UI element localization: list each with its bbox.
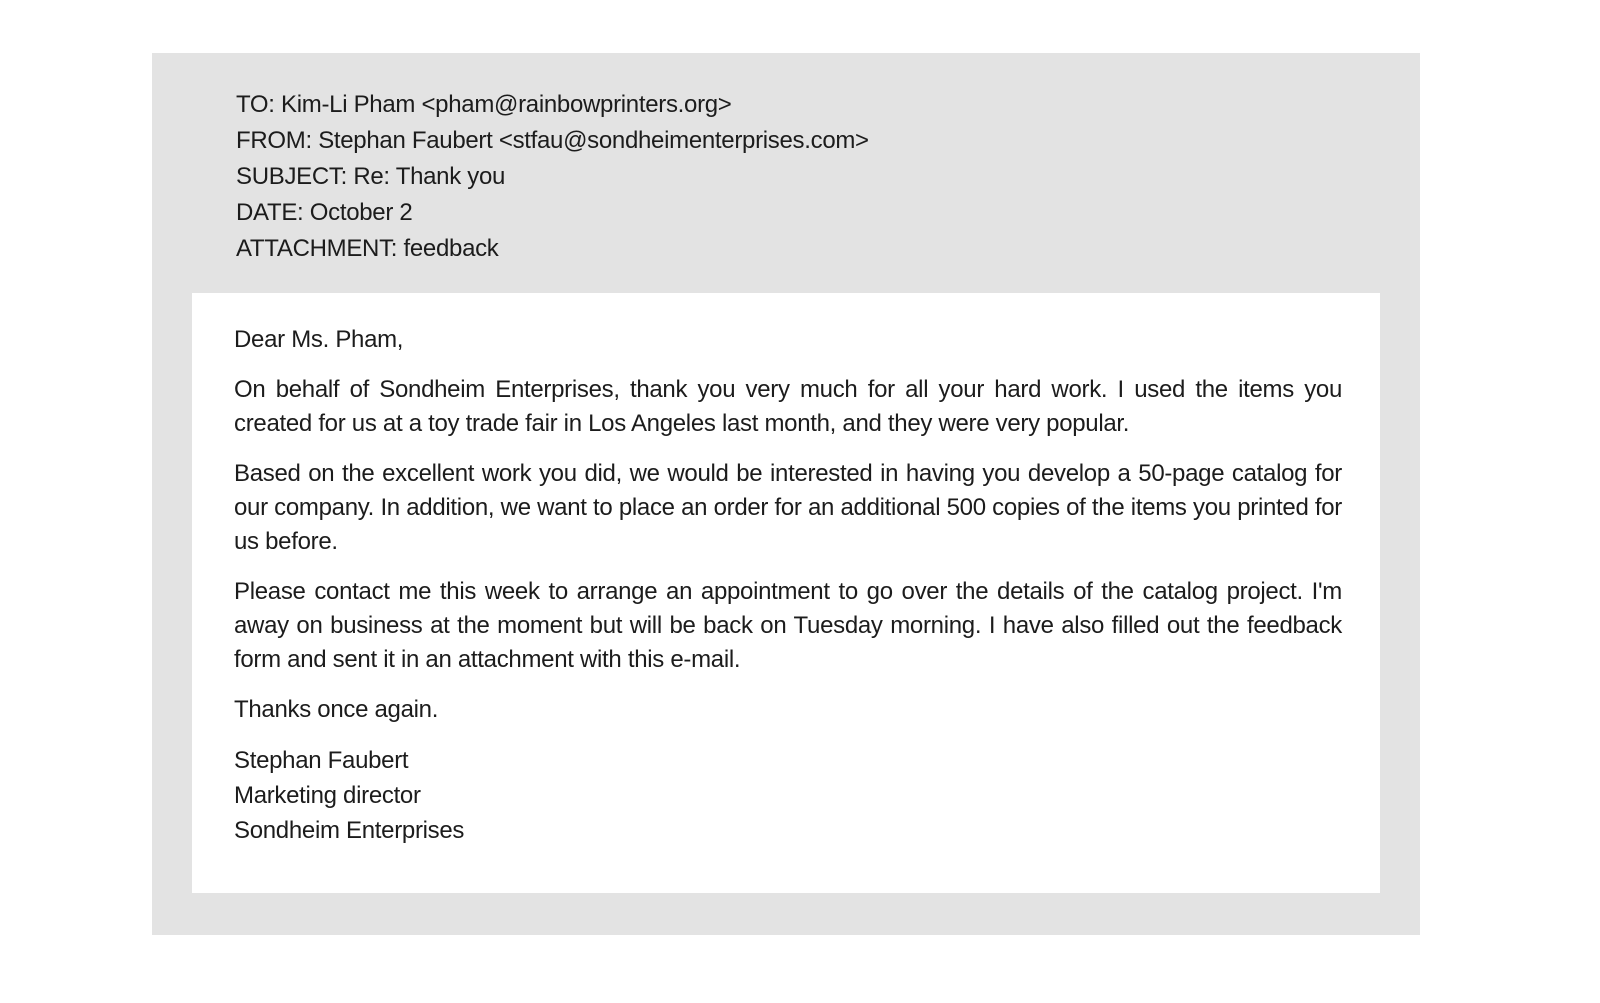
email-card (152, 53, 1420, 935)
to-line: TO: Kim-Li Pham <pham@rainbowprinters.org> (236, 91, 732, 118)
signature-title: Marketing director (234, 782, 421, 809)
date-line: DATE: October 2 (236, 199, 413, 226)
greeting: Dear Ms. Pham, (234, 326, 404, 353)
email-header (236, 87, 1336, 267)
email-body (234, 323, 1342, 848)
body-paragraph-3: Please contact me this week to arrange an appointment to go over the details of the catalog project. I'm away on business at the moment but will be back on Tuesday morning. I have also filled out the feedback form and sent it in an attachment with this e-mail. (234, 578, 1342, 673)
body-paragraph-2: Based on the excellent work you did, we would be interested in having you develop a 50-page catalog for our company. In addition, we want to place an order for an additional 500 copies of the items you printed for us before. (234, 460, 1342, 555)
signature-company: Sondheim Enterprises (234, 817, 465, 844)
closing: Thanks once again. (234, 696, 439, 723)
attachment-line: ATTACHMENT: feedback (236, 235, 499, 262)
body-paragraph-1: On behalf of Sondheim Enterprises, thank you very much for all your hard work. I used the items you created for us at a toy trade fair in Los Angeles last month, and they were very popular. (234, 376, 1342, 437)
email-body-panel (192, 293, 1380, 893)
signature-name: Stephan Faubert (234, 747, 409, 774)
signature-block (234, 743, 1342, 848)
from-line: FROM: Stephan Faubert <stfau@sondheimenterprises.com> (236, 127, 869, 154)
subject-line: SUBJECT: Re: Thank you (236, 163, 506, 190)
